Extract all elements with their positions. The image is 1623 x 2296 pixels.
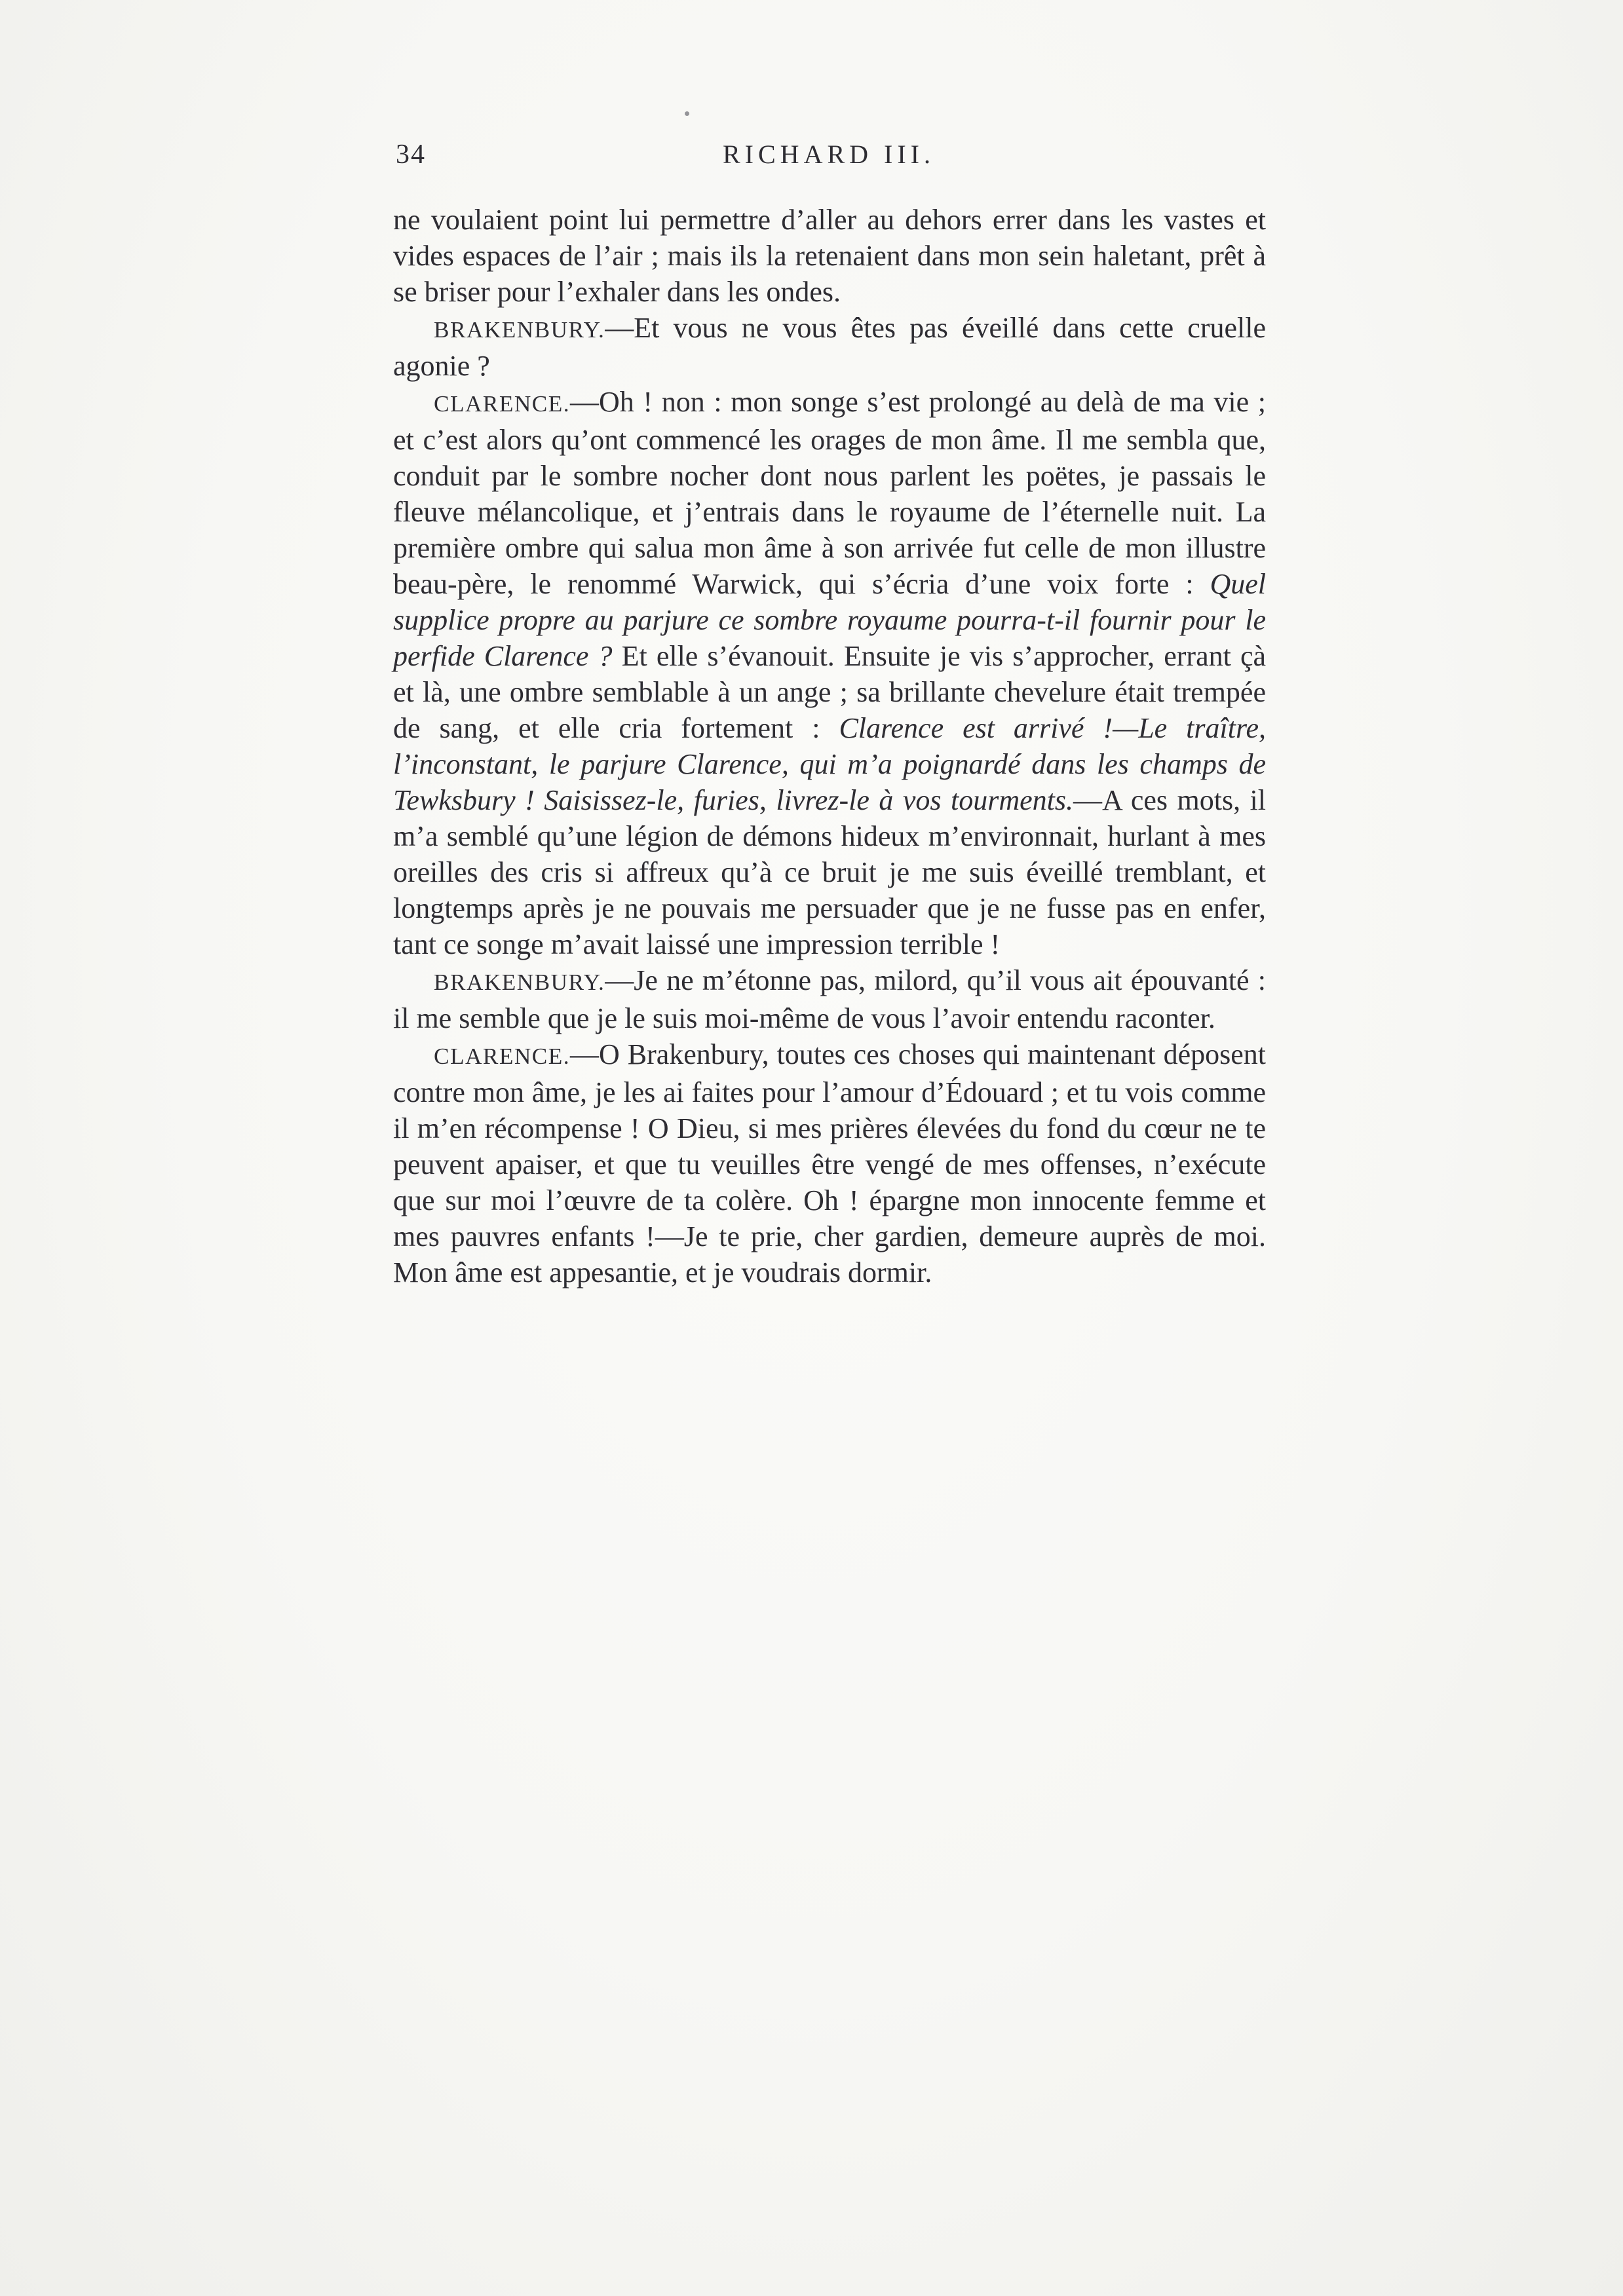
speaker-name: BRAKENBURY. [434, 969, 605, 995]
text-segment: —O Brakenbury, toutes ces choses qui maintenant déposent contre mon âme, je les ai faites pour l’amour d’Édouard ; et tu vois comme il m’en récompense ! O Dieu, si mes prières élevées du fond du cœur ne te peuvent apaiser, et que tu veuilles être vengé de mes offenses, n’exécute que sur moi l’œuvre de ta colère. Oh ! épargne mon innocente femme et mes pauvres enfants !—Je te prie, cher gardien, demeure auprès de moi. Mon âme est appesantie, et je voudrais dormir. [393, 1038, 1266, 1289]
text-segment: —Oh ! non : mon songe s’est prolongé au delà de ma vie ; et c’est alors qu’ont commencé les orages de mon âme. Il me sembla que, conduit par le sombre nocher dont nous parlent les poëtes, je passais le fleuve mélancolique, et j’entrais dans le royaume de l’éternelle nuit. La première ombre qui salua mon âme à son arrivée fut celle de mon illustre beau-père, le renommé Warwick, qui s’écria d’une voix forte : [393, 386, 1266, 600]
speaker-name: CLARENCE. [434, 391, 571, 417]
text-block [393, 202, 1266, 1290]
paragraph [393, 1036, 1266, 1290]
paragraph [393, 310, 1266, 384]
text-segment: Clarence est arrivé !—Le traître, l’inconstant, le parjure Clarence, qui m’a poignardé dans les champs de Tewksbury ! Saisissez-le, furies, livrez-le à vos tourments. [393, 712, 1266, 816]
paragraph [393, 384, 1266, 962]
paragraph [393, 202, 1266, 310]
paragraph [393, 962, 1266, 1036]
text-segment: —Et vous ne vous êtes pas éveillé dans cette cruelle agonie ? [393, 312, 1266, 382]
scan-artifact [685, 111, 689, 116]
text-segment: —A ces mots, il m’a semblé qu’une légion de démons hideux m’environnait, hurlant à mes oreilles des cris si affreux qu’à ce bruit je me suis éveillé tremblant, et longtemps après je ne pouvais me persuader que je ne fusse pas en enfer, tant ce songe m’avait laissé une impression terrible ! [393, 784, 1267, 960]
speaker-name: CLARENCE. [434, 1044, 571, 1069]
page-number: 34 [396, 140, 426, 170]
text-segment: —Je ne m’étonne pas, milord, qu’il vous ait épouvanté : il me semble que je le suis moi-même de vous l’avoir entendu raconter. [393, 964, 1266, 1034]
text-segment: ne voulaient point lui permettre d’aller au dehors errer dans les vastes et vides espaces de l’air ; mais ils la retenaient dans mon sein haletant, prêt à se briser pour l’exhaler dans les ondes. [393, 204, 1266, 308]
text-segment: Et elle s’évanouit. Ensuite je vis s’approcher, errant çà et là, une ombre semblable à un ange ; sa brillante chevelure était trempée de sang, et elle cria fortement : [393, 640, 1266, 744]
text-segment: Quel supplice propre au parjure ce sombre royaume pourra-t-il fournir pour le perfide Clarence ? [393, 568, 1266, 672]
page-header [393, 139, 1265, 178]
running-title: RICHARD III. [723, 140, 935, 169]
speaker-name: BRAKENBURY. [434, 317, 605, 343]
